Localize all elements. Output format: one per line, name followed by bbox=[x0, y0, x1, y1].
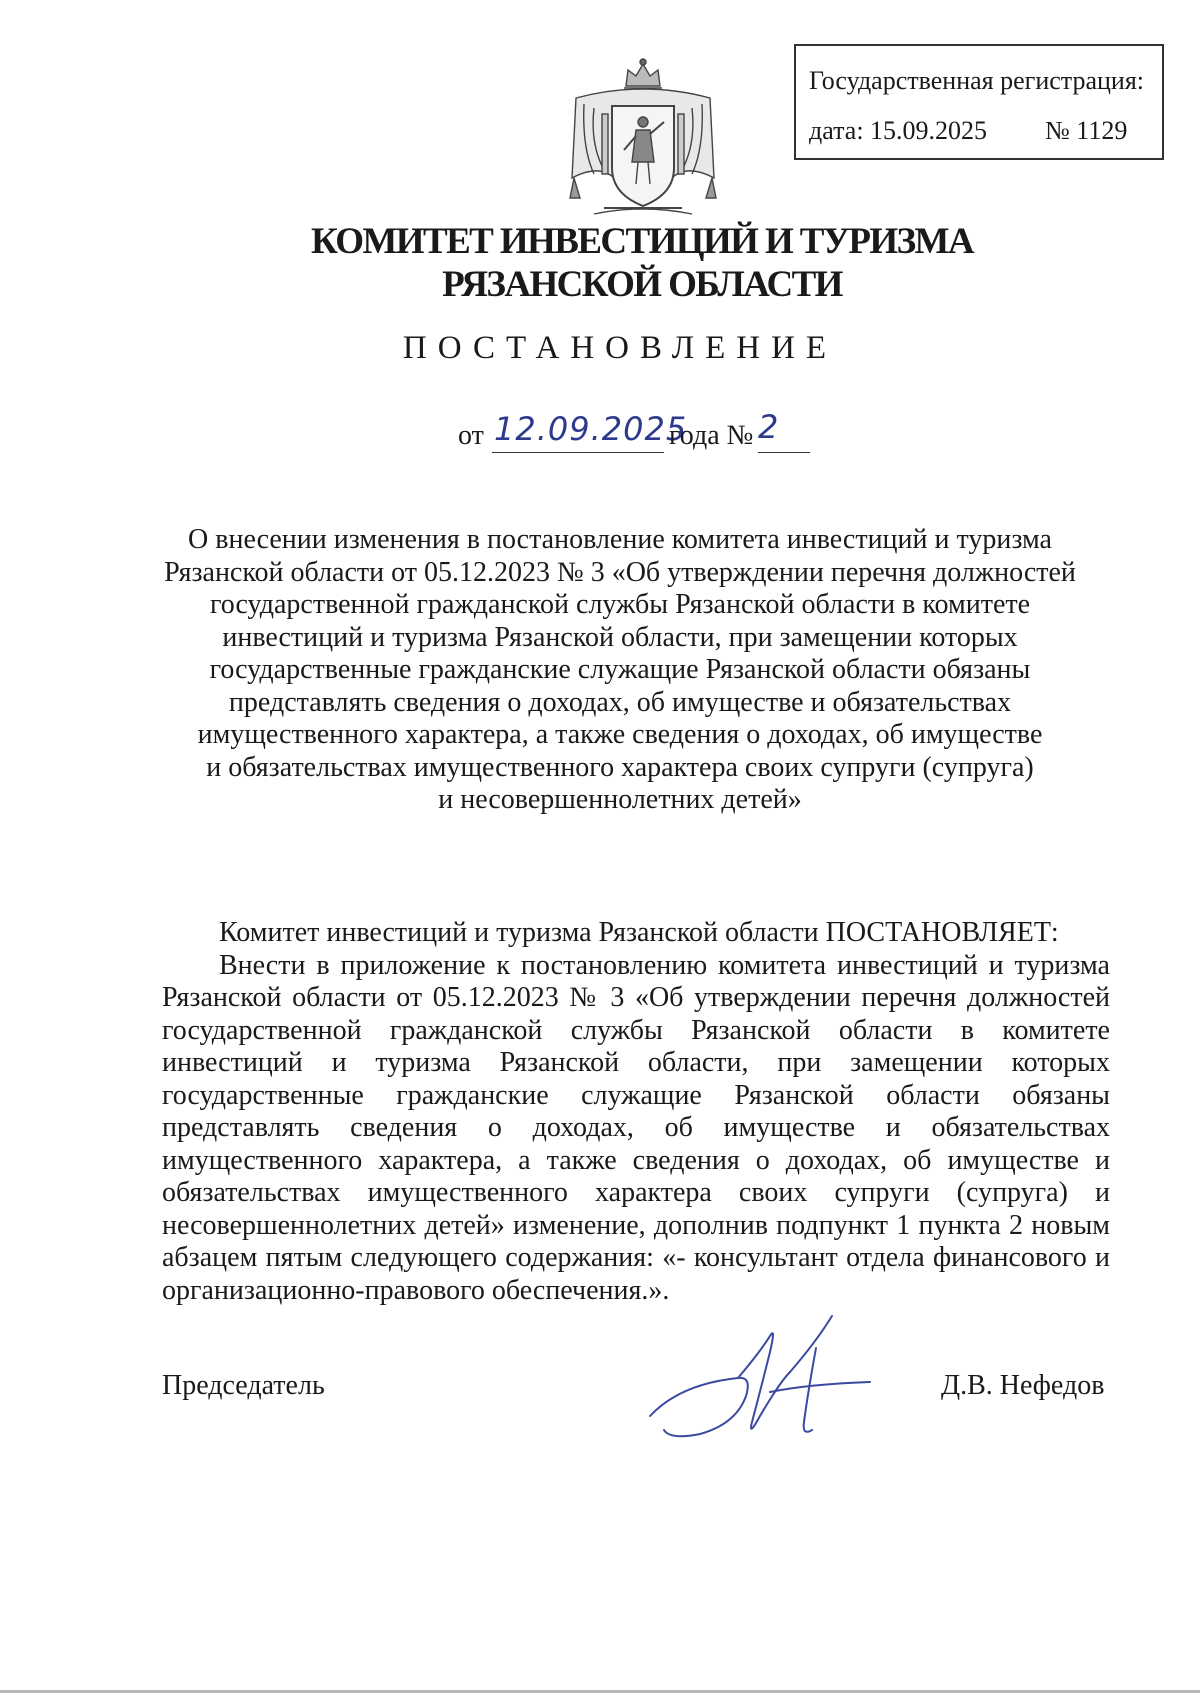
subject-line: и несовершеннолетних детей» bbox=[438, 784, 802, 815]
org-name-line-1: КОМИТЕТ ИНВЕСТИЦИЙ И ТУРИЗМА bbox=[311, 221, 973, 262]
date-underline bbox=[492, 452, 664, 453]
document-body bbox=[162, 917, 1110, 1307]
signer-position: Председатель bbox=[162, 1370, 325, 1401]
signer-name: Д.В. Нефедов bbox=[941, 1370, 1105, 1401]
subject-line: имущественного характера, а также сведения о доходах, об имуществе bbox=[197, 719, 1043, 750]
subject-line: Рязанской области от 05.12.2023 № 3 «Об утверждении перечня должностей bbox=[164, 556, 1076, 588]
document-type-title: ПОСТАНОВЛЕНИЕ bbox=[402, 330, 838, 366]
document-subject bbox=[140, 524, 1100, 817]
number-underline bbox=[758, 452, 810, 453]
date-prefix: от bbox=[458, 420, 484, 451]
registration-stamp bbox=[794, 44, 1164, 160]
scan-edge bbox=[0, 1690, 1200, 1693]
handwritten-number: 2 bbox=[758, 408, 780, 446]
coat-of-arms-icon bbox=[564, 58, 722, 218]
signature-icon bbox=[640, 1312, 900, 1462]
subject-line: представлять сведения о доходах, об имуществе и обязательствах bbox=[228, 686, 1012, 718]
number-prefix: года № bbox=[669, 420, 754, 451]
org-name-line-2: РЯЗАНСКОЙ ОБЛАСТИ bbox=[442, 264, 842, 305]
subject-line: О внесении изменения в постановление комитета инвестиций и туризма bbox=[188, 524, 1052, 555]
registration-title: Государственная регистрация: bbox=[809, 66, 1145, 95]
handwritten-date: 12.09.2025 bbox=[494, 410, 688, 448]
subject-line: государственной гражданской службы Рязанской области в комитете bbox=[209, 589, 1031, 620]
subject-line: и обязательствах имущественного характера своих супруги (супруга) bbox=[206, 751, 1034, 783]
subject-line: инвестиций и туризма Рязанской области, при замещении которых bbox=[222, 621, 1018, 653]
subject-line: государственные гражданские служащие Рязанской области обязаны bbox=[209, 654, 1031, 685]
enacting-clause: Комитет инвестиций и туризма Рязанской области ПОСТАНОВЛЯЕТ: bbox=[219, 917, 1059, 948]
resolution-paragraph: Внести в приложение к постановлению комитета инвестиций и туризма Рязанской области от 05.12.2023 № 3 «Об утверждении перечня должностей государственной гражданской службы Рязанской области в комитете инвестиций и туризма Рязанской области, при замещении которых государственные гражданские служащие Рязанской области обязаны представлять сведения о доходах, об имуществе и обязательствах имущественного характера, а также сведения о доходах, об имуществе и обязательствах имущественного характера своих супруги (супруга) и несовершеннолетних детей» изменение, дополнив подпункт 1 пункта 2 новым абзацем пятым следующего содержания: «- консультант отдела финансового и организационно-правового обеспечения.». bbox=[162, 949, 1110, 1306]
registration-number: № 1129 bbox=[1045, 116, 1128, 145]
registration-date: дата: 15.09.2025 bbox=[809, 116, 988, 145]
